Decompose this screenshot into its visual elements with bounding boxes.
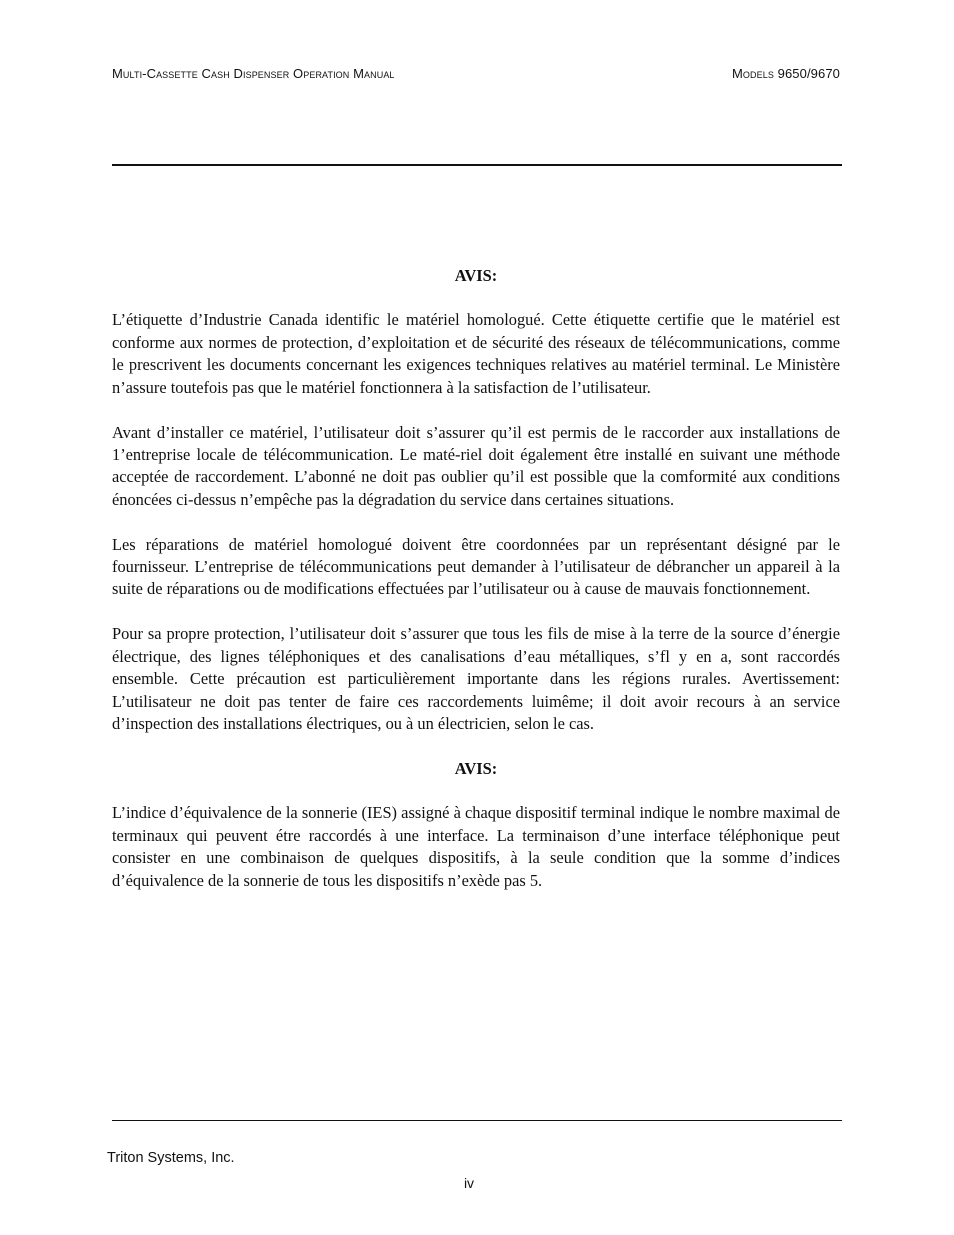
paragraph-repairs: Les réparations de matériel homologué doivent être coordonnées par un représentant désigné par le fournisseur. L’entreprise de télécommunications peut demander à l’utilisateur de débrancher un appareil à la suite de réparations ou de modifications effectuées par l’utilisateur ou à cause de mauvais fonctionnement. — [112, 534, 840, 599]
header-divider — [112, 164, 842, 166]
notice-heading: AVIS: — [454, 266, 498, 285]
paragraph-grounding: Pour sa propre protection, l’utilisateur doit s’assurer que tous les fils de mise à la terre de la source d’énergie électrique, des lignes téléphoniques et des canalisations d’eau métalliques, s’fl y en a, sont raccordés ensemble. Cette précaution est particulièrement importante dans les régions rurales. Avertissement: L’utilisateur ne doit pas tenter de faire ces raccordements luimême; il doit avoir recours à an service d’inspection des installations électriques, ou à un électricien, selon le cas. — [112, 624, 840, 733]
page-body — [112, 265, 840, 914]
manual-title: Multi-Cassette Cash Dispenser Operation Manual — [112, 66, 395, 81]
footer-company: Triton Systems, Inc. — [107, 1150, 235, 1166]
page-number: iv — [463, 1175, 475, 1191]
paragraph-installation: Avant d’installer ce matériel, l’utilisateur doit s’assurer qu’il est permis de le raccorder aux installations de 1’entreprise locale de télécommunication. Le maté-riel doit également être installé en suivant une méthode acceptée de raccordement. L’abonné ne doit pas oublier qu’il est possible que la comformité aux conditions énoncées ci-dessus n’empêche pas la dégradation du service dans certaines situations. — [112, 422, 840, 509]
paragraph-industry-canada-label: L’étiquette d’Industrie Canada identific le matériel homologué. Cette étiquette certifie que le matériel est conforme aux normes de protection, d’exploitation et de sécurité des réseaux de télécommunications, comme le prescrivent les documents concernant les exigences techniques relatives au matériel terminal. Le Ministère n’assure toutefois pas que le matériel fonctionnera à la satisfaction de l’utilisateur. — [112, 310, 840, 397]
paragraph-ringer-equivalence: L’indice d’équivalence de la sonnerie (IES) assigné à chaque dispositif terminal indique le nombre maximal de terminaux qui peuvent étre raccordés à une interface. La terminaison d’une interface téléphonique peut consister en une combinaison de quelques dispositifs, à la seule condition que la somme d’indices d’équivalence de la sonnerie de tous les dispositifs n’exède pas 5. — [112, 803, 840, 890]
running-header — [112, 66, 840, 84]
notice-heading-ren: AVIS: — [454, 758, 498, 778]
model-numbers: Models 9650/9670 — [731, 66, 840, 81]
footer-divider — [112, 1120, 842, 1121]
